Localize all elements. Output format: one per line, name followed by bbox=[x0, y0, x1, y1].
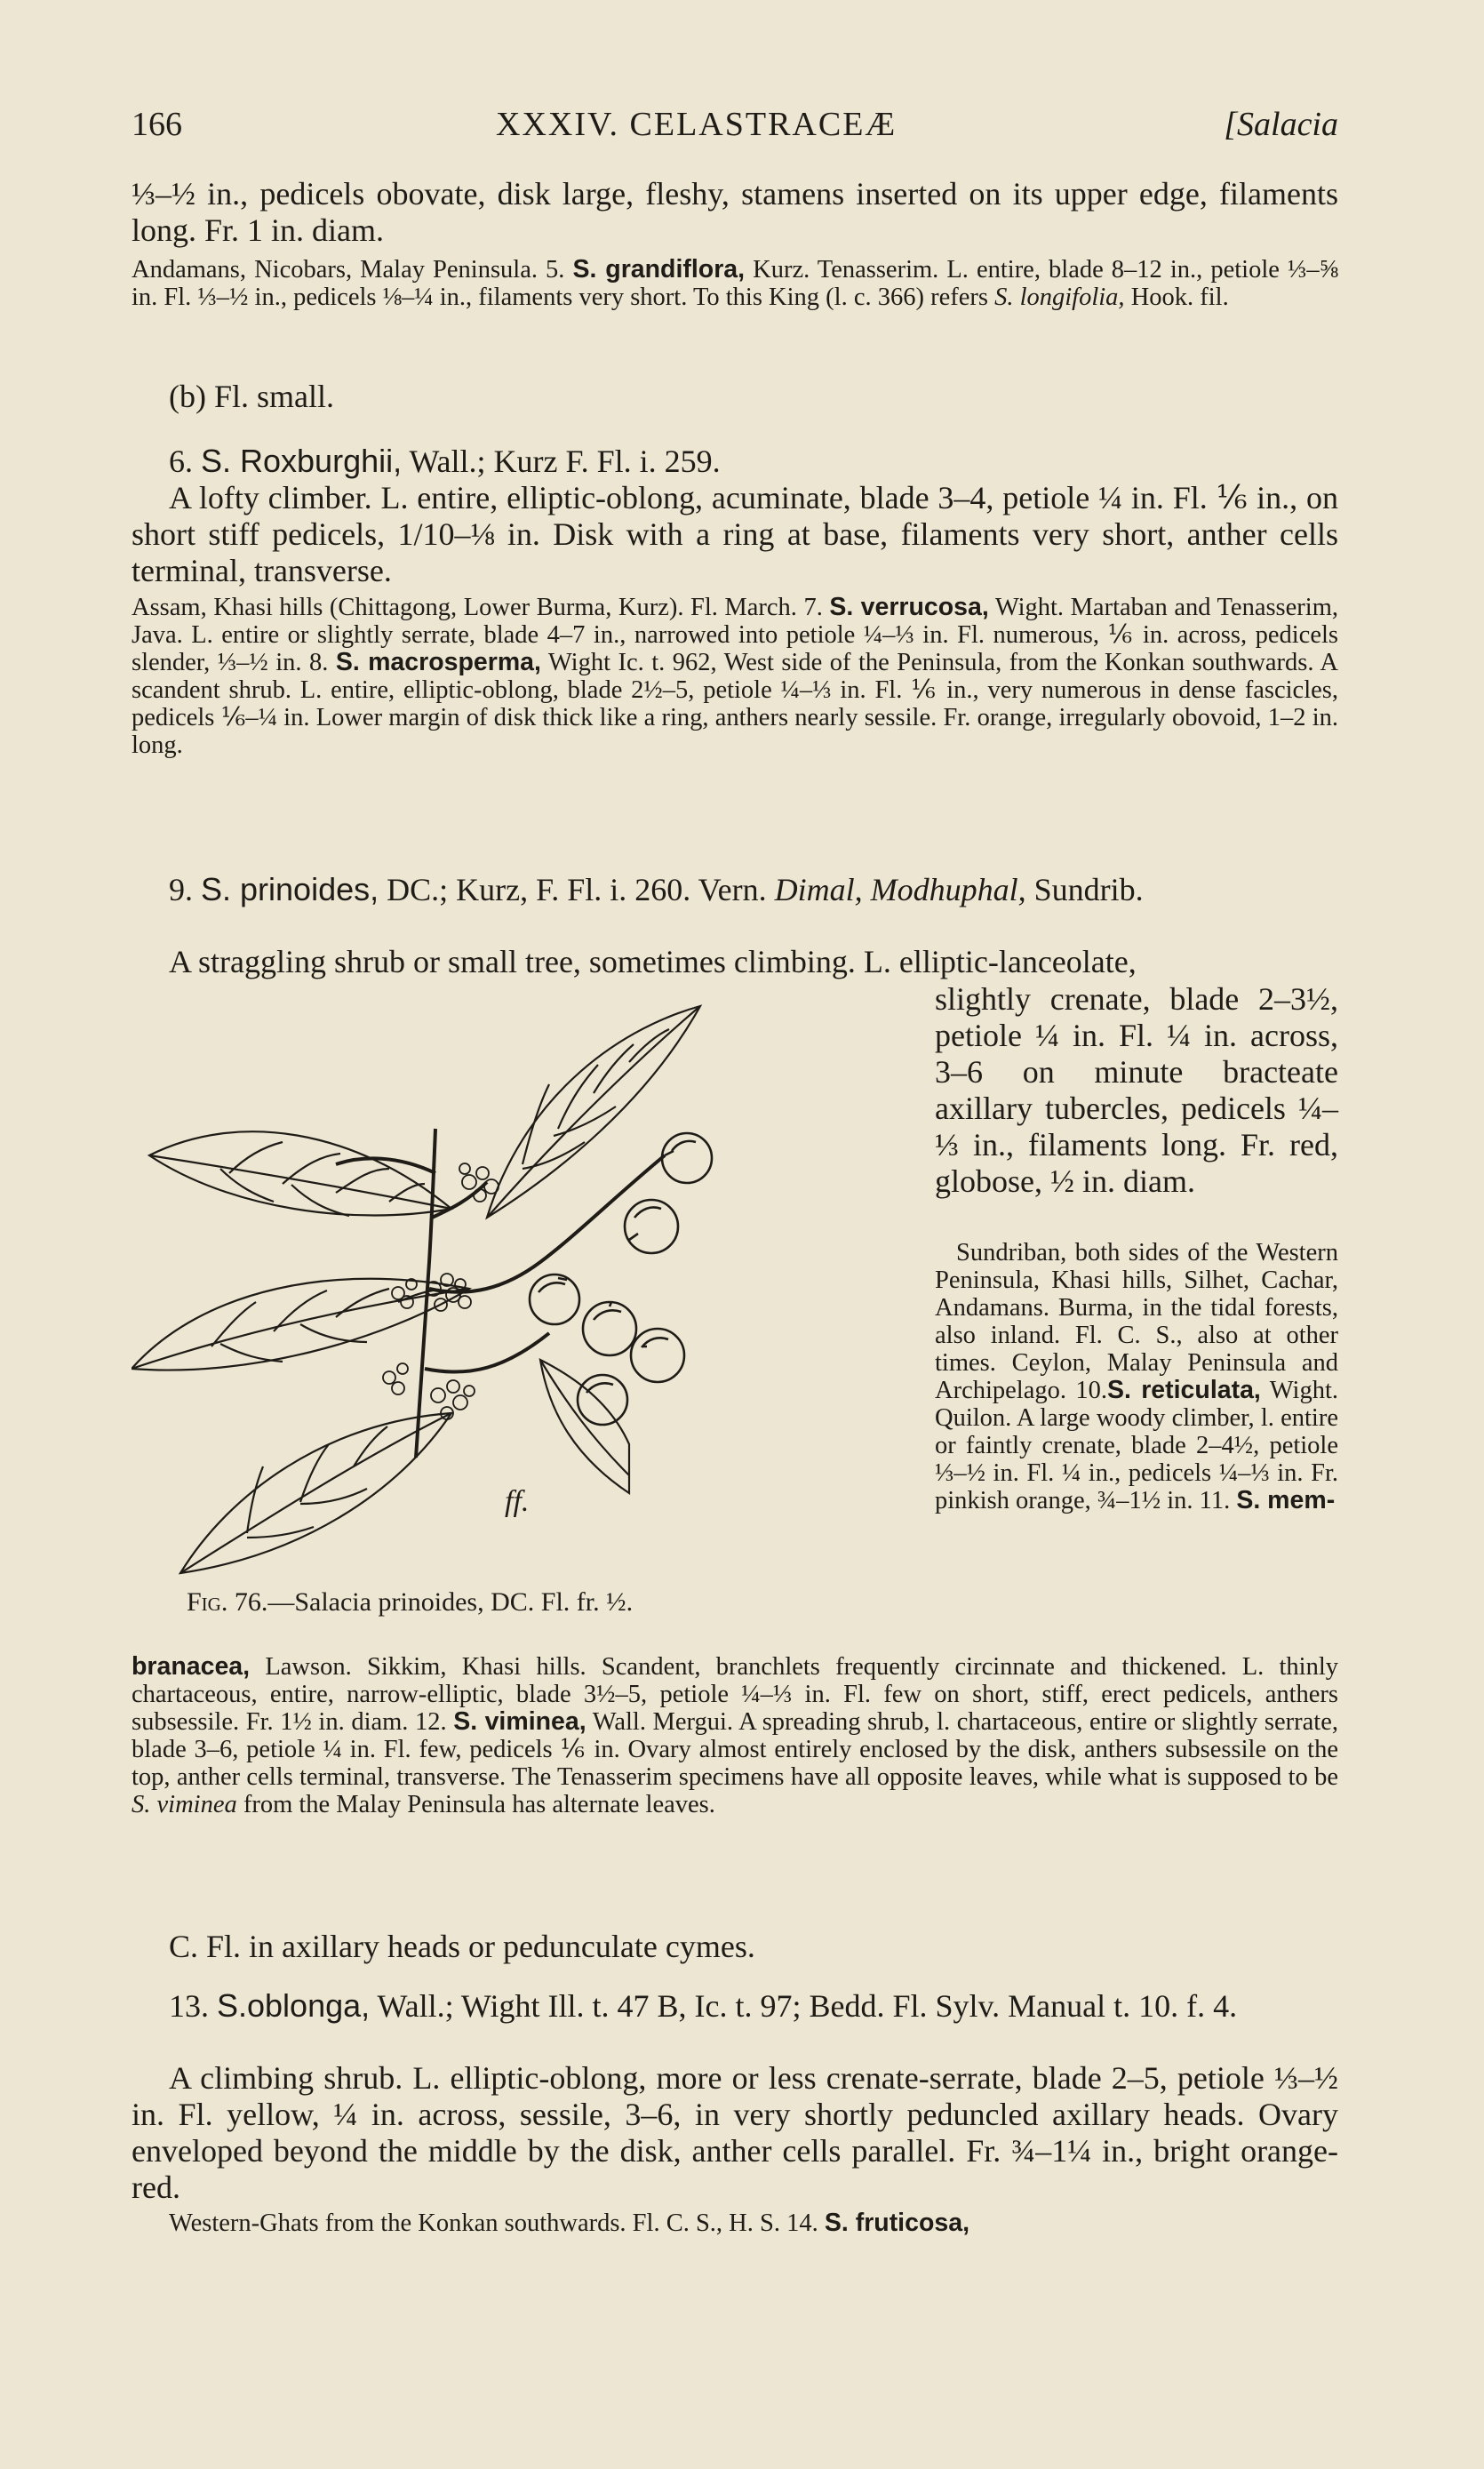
species-name: S. fruticosa, bbox=[824, 2209, 969, 2237]
running-header bbox=[132, 105, 1338, 149]
species-name: branacea, bbox=[132, 1652, 251, 1681]
species-name: S. viminea, bbox=[453, 1707, 586, 1736]
paragraph-distribution-roxburghii: Assam, Khasi hills (Chittagong, Lower Burma, Kurz). Fl. March. 7. S. verrucosa, Wight. Martaban and Tenasserim, Java. L. entire or slightly serrate, blade 4–7 in., narrowed into petiole ¼–⅓ in. Fl. numerous, ⅙ in. across, pedicels slender, ⅓–½ in. 8. S. macrosperma, Wight Ic. t. 962, West side of the Peninsula, from the Konkan southwards. A scandent shrub. L. entire, elliptic-oblong, blade 2½–5, petiole ¼–⅓ in. Fl. ⅙ in., very numerous in dense fascicles, pedicels ⅙–¼ in. Lower margin of disk thick like a ring, anthers nearly sessile. Fr. orange, irregularly obovoid, 1–2 in. long. bbox=[132, 593, 1339, 759]
paragraph-distribution-grandiflora: Andamans, Nicobars, Malay Peninsula. 5. S. grandiflora, Kurz. Tenasserim. L. entire, blade 8–12 in., petiole ⅓–⅝ in. Fl. ⅓–½ in., pedicels ⅛–¼ in., filaments very short. To this King (l. c. 366) refers S. longifolia, Hook. fil. bbox=[132, 255, 1338, 311]
leaf-upper-right bbox=[487, 1006, 700, 1218]
species-description-roxburghii: A lofty climber. L. entire, elliptic-oblong, acuminate, blade 3–4, petiole ¼ in. Fl. ⅙ in., on short stiff pedicels, 1/10–⅛ in. Disk with a ring at base, filaments very short, anther cells terminal, transverse. bbox=[132, 480, 1338, 588]
species-name: S. reticulata, bbox=[1107, 1376, 1261, 1404]
species-description-prinoides-column: slightly crenate, blade 2–3½, petiole ¼ in. Fl. ¼ in. across, 3–6 on minute bracteate axillary tubercles, pedicels ¼–⅓ in., filaments long. Fr. red, globose, ½ in. diam. bbox=[935, 981, 1338, 1199]
species-description-prinoides-line: A straggling shrub or small tree, sometimes climbing. L. elliptic-lanceolate, bbox=[169, 944, 1137, 979]
paragraph-distribution-oblonga: Western-Ghats from the Konkan southwards. Fl. C. S., H. S. 14. S. fruticosa, bbox=[169, 2209, 969, 2237]
section-heading-b: (b) Fl. small. bbox=[169, 379, 334, 414]
figure-caption: Fig. 76.—Salacia prinoides, DC. Fl. fr. ½. bbox=[187, 1587, 634, 1617]
engraver-initials: ff. bbox=[505, 1485, 530, 1518]
leaf-lower-left bbox=[180, 1413, 451, 1573]
branch bbox=[336, 1129, 665, 1458]
paragraph-continuation: ⅓–½ in., pedicels obovate, disk large, fleshy, stamens inserted on its upper edge, filaments long. Fr. 1 in. diam. bbox=[132, 176, 1338, 248]
species-name: S. mem- bbox=[1236, 1486, 1336, 1514]
species-name: S. grandiflora, bbox=[572, 255, 746, 284]
genus-heading: [Salacia bbox=[1224, 106, 1338, 143]
species-name: S. verrucosa, bbox=[829, 593, 989, 621]
species-name: S. prinoides, bbox=[201, 871, 379, 907]
paragraph-distribution-membranacea: branacea, Lawson. Sikkim, Khasi hills. Scandent, branchlets frequently circinnate and thickened. L. thinly chartaceous, entire, narrow-elliptic, blade 3½–5, petiole ¼–⅓ in. Fl. few on short, stiff, erect pedicels, anthers subsessile. Fr. 1½ in. diam. 12. S. viminea, Wall. Mergui. A spreading shrub, l. chartaceous, entire or slightly serrate, blade 3–6, petiole ¼ in. Fl. few, pedicels ⅙ in. Ovary almost entirely enclosed by the disk, anthers subsessile on the top, anther cells terminal, transverse. The Tenasserim specimens have all opposite leaves, while what is supposed to be S. viminea from the Malay Peninsula has alternate leaves. bbox=[132, 1652, 1338, 1818]
species-name: S.oblonga, bbox=[217, 1987, 371, 2024]
fruits bbox=[530, 1133, 712, 1425]
section-heading-c: C. Fl. in axillary heads or pedunculate cymes. bbox=[169, 1929, 755, 1964]
leaf-upper-left bbox=[149, 1131, 451, 1216]
distribution-prinoides-column: Sundriban, both sides of the Western Peninsula, Khasi hills, Silhet, Cachar, Andamans. Burma, in the tidal forests, also inland. Fl. C. S., also at other times. Ceylon, Malay Peninsula and Archipelago. 10.S. reticulata, Wight. Quilon. A large woody climber, l. entire or faintly crenate, blade 2–4½, petiole ⅓–½ in. Fl. ¼ in., pedicels ¼–⅓ in. Fr. pinkish orange, ¾–1½ in. 11. S. mem- bbox=[935, 1239, 1338, 1514]
species-heading-oblonga: 13. S.oblonga, Wall.; Wight Ill. t. 47 B, Ic. t. 97; Bedd. Fl. Sylv. Manual t. 10. f. 4. bbox=[169, 1987, 1238, 2024]
botanical-illustration bbox=[132, 995, 914, 1582]
page-number: 166 bbox=[132, 106, 182, 143]
chapter-title: XXXIV. CELASTRACEÆ bbox=[496, 106, 898, 143]
species-heading-prinoides: 9. S. prinoides, DC.; Kurz, F. Fl. i. 260. Vern. Dimal, Modhuphal, Sundrib. bbox=[169, 871, 1144, 907]
species-name: S. Roxburghii, bbox=[201, 443, 403, 479]
species-description-oblonga: A climbing shrub. L. elliptic-oblong, more or less crenate-serrate, blade 2–5, petiole ⅓–½ in. Fl. yellow, ¼ in. across, sessile, 3–6, in very shortly peduncled axillary heads. Ovary enveloped beyond the middle by the disk, anther cells parallel. Fr. ¾–1¼ in., bright orange-red. bbox=[132, 2060, 1338, 2205]
species-heading-roxburghii: 6. S. Roxburghii, Wall.; Kurz F. Fl. i. 259. bbox=[169, 443, 721, 479]
species-name: S. macrosperma, bbox=[335, 648, 541, 676]
leaf-middle-left bbox=[132, 1279, 469, 1370]
